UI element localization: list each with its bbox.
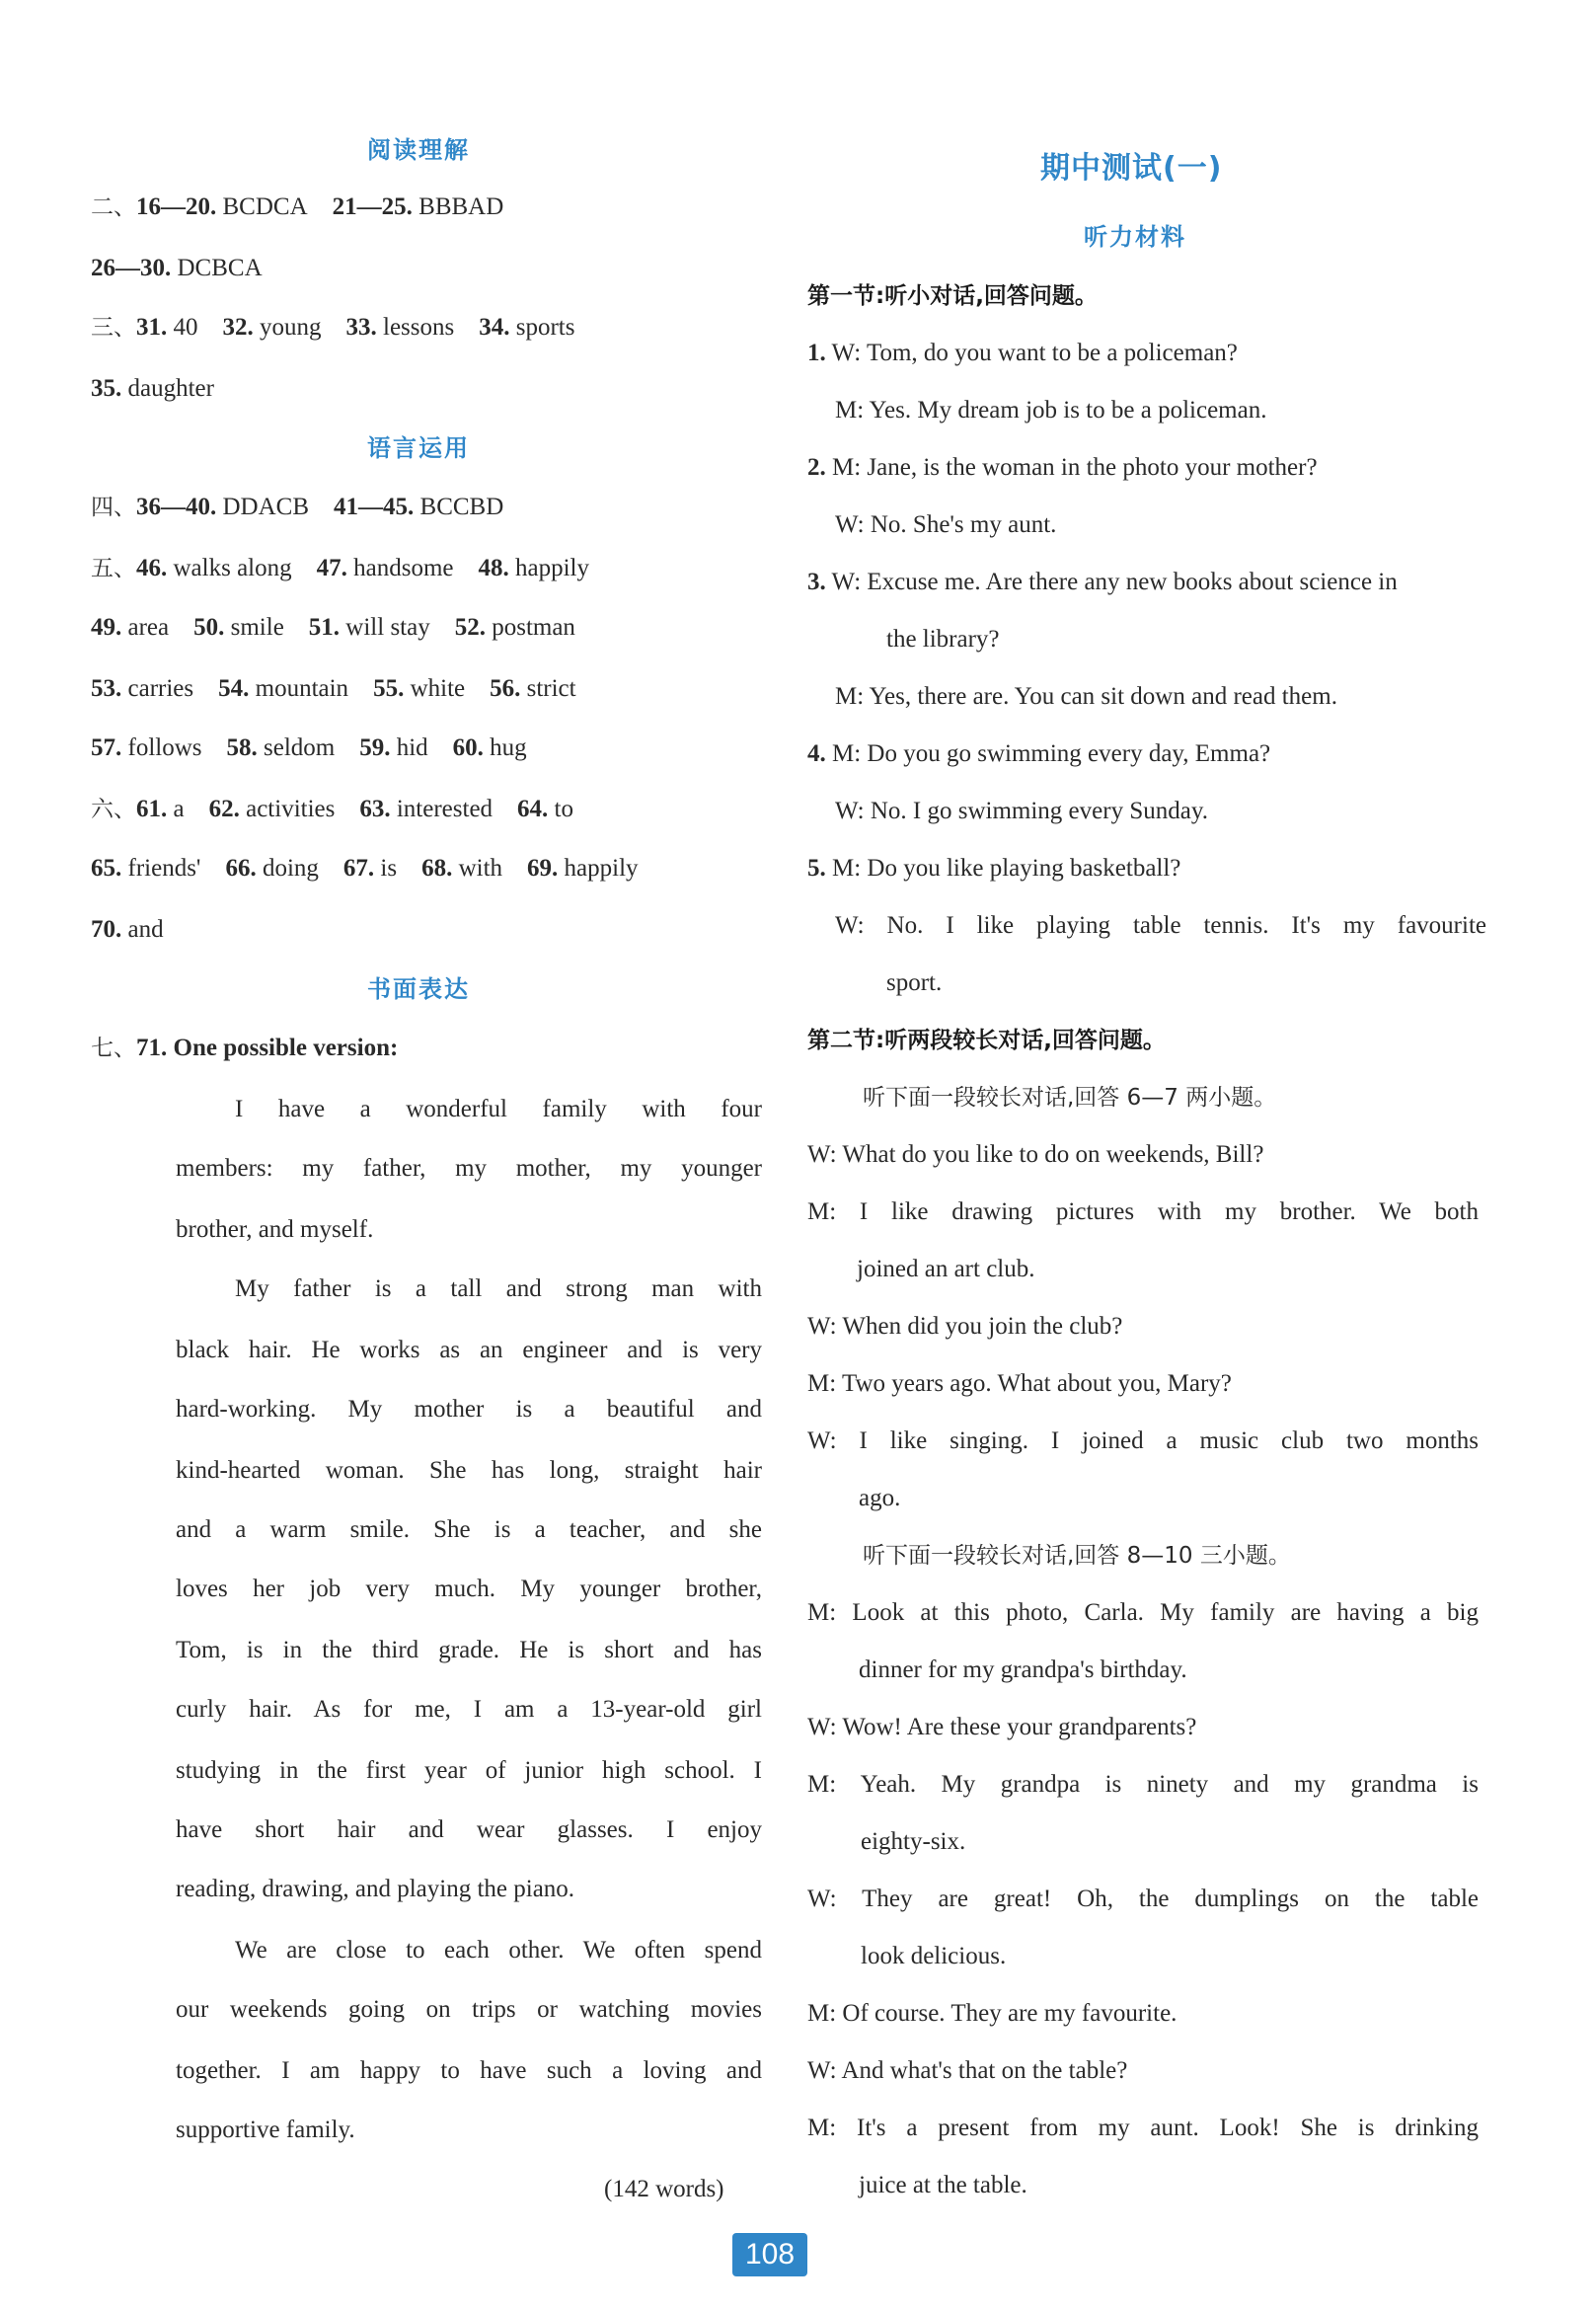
essay-line: loves her job very much. My younger brother, bbox=[176, 1576, 762, 1602]
essay-line: My father is a tall and strong man with bbox=[235, 1275, 762, 1302]
section-title: 第一节:听小对话,回答问题。 bbox=[807, 283, 1098, 309]
answer-line: 六、61. a 62. activities 63. interested 64. to bbox=[91, 796, 573, 822]
reading-heading: 阅读理解 bbox=[367, 136, 470, 164]
essay-line: black hair. He works as an engineer and is very bbox=[176, 1337, 762, 1363]
dialogue-line: W: What do you like to do on weekends, Bill? bbox=[807, 1141, 1264, 1168]
dialogue-line: W: No. She's my aunt. bbox=[835, 511, 1057, 538]
dialogue-line: sport. bbox=[886, 969, 943, 996]
essay-line: have short hair and wear glasses. I enjoy bbox=[176, 1816, 762, 1843]
dialogue-line: the library? bbox=[886, 626, 1000, 653]
instruction: 听下面一段较长对话,回答 8—10 三小题。 bbox=[863, 1543, 1291, 1569]
answer-line: 49. area 50. smile 51. will stay 52. postman bbox=[91, 614, 575, 641]
answer-line: 三、31. 40 32. young 33. lessons 34. sports bbox=[91, 314, 575, 341]
essay-line: hard-working. My mother is a beautiful and bbox=[176, 1396, 762, 1423]
essay-line: and a warm smile. She is a teacher, and she bbox=[176, 1516, 762, 1543]
dialogue-line: 5. M: Do you like playing basketball? bbox=[807, 855, 1181, 882]
answer-line: 二、16—20. BCDCA 21—25. BBBAD bbox=[91, 193, 504, 220]
dialogue-line: juice at the table. bbox=[859, 2172, 1027, 2198]
dialogue-line: W: No. I like playing table tennis. It's my favourite bbox=[835, 912, 1486, 939]
dialogue-line: W: They are great! Oh, the dumplings on the table bbox=[807, 1886, 1479, 1912]
essay-line: supportive family. bbox=[176, 2117, 355, 2143]
dialogue-line: M: Two years ago. What about you, Mary? bbox=[807, 1370, 1232, 1397]
dialogue-line: joined an art club. bbox=[857, 1256, 1035, 1282]
essay-line: kind-hearted woman. She has long, straight hair bbox=[176, 1457, 762, 1484]
dialogue-line: dinner for my grandpa's birthday. bbox=[859, 1656, 1187, 1683]
essay-line: curly hair. As for me, I am a 13-year-old girl bbox=[176, 1696, 762, 1723]
instruction: 听下面一段较长对话,回答 6—7 两小题。 bbox=[863, 1085, 1277, 1111]
listening-heading: 听力材料 bbox=[1084, 223, 1186, 251]
dialogue-line: 1. W: Tom, do you want to be a policeman? bbox=[807, 340, 1238, 366]
dialogue-line: M: Look at this photo, Carla. My family are having a big bbox=[807, 1599, 1479, 1626]
essay-line: our weekends going on trips or watching movies bbox=[176, 1996, 762, 2023]
dialogue-line: 3. W: Excuse me. Are there any new books about science in bbox=[807, 569, 1398, 595]
dialogue-line: M: Yes. My dream job is to be a policeman. bbox=[835, 397, 1267, 424]
dialogue-line: W: Wow! Are these your grandparents? bbox=[807, 1714, 1197, 1740]
word-count: (142 words) bbox=[604, 2176, 724, 2202]
dialogue-line: 4. M: Do you go swimming every day, Emma? bbox=[807, 740, 1271, 767]
answer-line: 57. follows 58. seldom 59. hid 60. hug bbox=[91, 734, 527, 761]
answer-line: 四、36—40. DDACB 41—45. BCCBD bbox=[91, 494, 504, 520]
section-title: 第二节:听两段较长对话,回答问题。 bbox=[807, 1028, 1166, 1053]
dialogue-line: look delicious. bbox=[861, 1943, 1007, 1969]
answer-line: 65. friends' 66. doing 67. is 68. with 69. happily bbox=[91, 855, 639, 882]
dialogue-line: 2. M: Jane, is the woman in the photo your mother? bbox=[807, 454, 1318, 481]
answer-line: 70. and bbox=[91, 916, 164, 943]
dialogue-line: W: And what's that on the table? bbox=[807, 2057, 1128, 2084]
essay-line: together. I am happy to have such a loving and bbox=[176, 2057, 762, 2084]
dialogue-line: M: Yes, there are. You can sit down and read them. bbox=[835, 683, 1337, 710]
page-number: 108 bbox=[732, 2233, 807, 2276]
dialogue-line: W: When did you join the club? bbox=[807, 1313, 1123, 1340]
dialogue-line: M: Of course. They are my favourite. bbox=[807, 2000, 1178, 2027]
essay-line: brother, and myself. bbox=[176, 1216, 374, 1243]
essay-line: reading, drawing, and playing the piano. bbox=[176, 1876, 575, 1902]
test-title: 期中测试(一) bbox=[1040, 151, 1223, 186]
dialogue-line: M: I like drawing pictures with my brother. We both bbox=[807, 1198, 1479, 1225]
essay-line: We are close to each other. We often spend bbox=[235, 1937, 762, 1964]
writing-intro: 七、71. One possible version: bbox=[91, 1035, 399, 1061]
essay-line: I have a wonderful family with four bbox=[235, 1096, 762, 1122]
language-heading: 语言运用 bbox=[367, 434, 470, 462]
essay-line: members: my father, my mother, my younger bbox=[176, 1155, 762, 1182]
dialogue-line: M: Yeah. My grandpa is ninety and my grandma is bbox=[807, 1771, 1479, 1798]
answer-line: 35. daughter bbox=[91, 375, 214, 402]
writing-heading: 书面表达 bbox=[367, 975, 470, 1003]
essay-line: studying in the first year of junior high school. I bbox=[176, 1757, 762, 1784]
dialogue-line: W: I like singing. I joined a music club two months bbox=[807, 1427, 1479, 1454]
answer-line: 53. carries 54. mountain 55. white 56. strict bbox=[91, 675, 576, 702]
dialogue-line: eighty-six. bbox=[861, 1828, 966, 1855]
answer-line: 26—30. DCBCA bbox=[91, 255, 263, 281]
dialogue-line: ago. bbox=[859, 1485, 901, 1511]
answer-line: 五、46. walks along 47. handsome 48. happily bbox=[91, 555, 589, 581]
dialogue-line: M: It's a present from my aunt. Look! She is drinking bbox=[807, 2115, 1479, 2141]
dialogue-line: W: No. I go swimming every Sunday. bbox=[835, 798, 1208, 824]
essay-line: Tom, is in the third grade. He is short and has bbox=[176, 1637, 762, 1663]
